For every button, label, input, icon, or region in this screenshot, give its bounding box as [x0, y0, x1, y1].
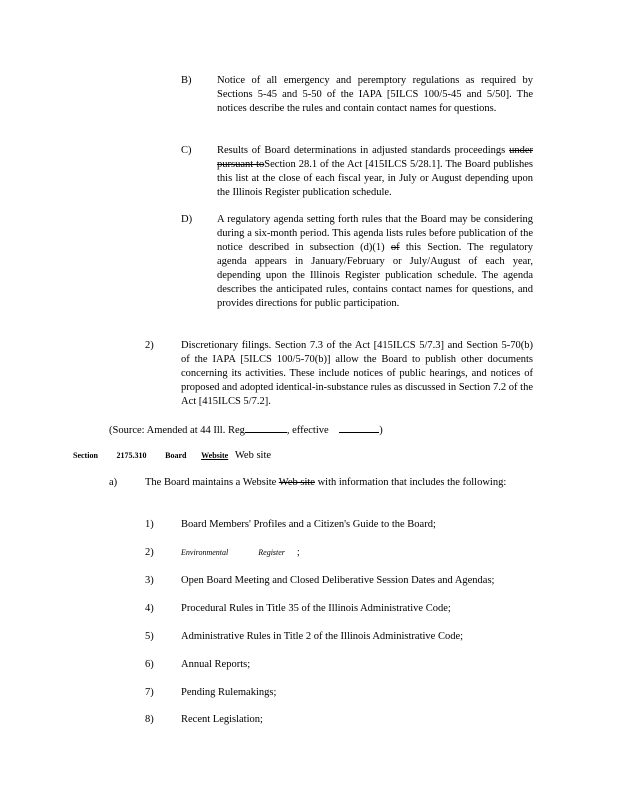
item-a-text-3: with information that includes the following:: [314, 477, 507, 488]
item-2-text: Discretionary filings. Section 7.3 of the Act [415ILCS 5/7.3] and Section 5-70(b) of the IAPA [5ILCS 100/5-70(b)] allow the Board to publish other documents concerning its activities. These include notices of public hearings, and notices of proposed and adopted identical-in-substance rules as discussed in Section 7.2 of the Act [415ILCS 5/7.2].: [181, 340, 533, 407]
list-item-4-number: 4): [145, 603, 154, 614]
item-d-text-3: this Section. The regulatory agenda appears in January/February or July/August of each year, depending upon the Illinois Register publication schedule. The agenda describes the anticipated rules, contains contact names for questions, and provides directions for public participation.: [217, 242, 533, 309]
section-label: Section: [73, 451, 98, 460]
source-mid: , effective: [286, 425, 329, 436]
source-end: ): [379, 425, 383, 436]
list-item-2-tail: ;: [296, 547, 300, 558]
section-board: Board: [165, 451, 187, 460]
list-item-2-number: 2): [145, 547, 154, 558]
list-item-2-ital-2: Register: [258, 548, 285, 557]
item-c-text-3: Section 28.1 of the Act [415ILCS 5/28.1]. The Board publishes this list at the close of each fiscal year, in July or August depending upon the Illinois Register publication schedule.: [217, 159, 533, 198]
list-item-4-text: Procedural Rules in Title 35 of the Illinois Administrative Code;: [181, 603, 451, 614]
list-item-3-number: 3): [145, 575, 154, 586]
source-note: [109, 421, 383, 438]
item-a-label: a): [109, 477, 118, 488]
list-item-8-number: 8): [145, 714, 154, 725]
list-item-6-text: Annual Reports;: [181, 659, 251, 670]
list-item-3-text: Open Board Meeting and Closed Deliberative Session Dates and Agendas;: [181, 575, 495, 586]
list-item-2-ital-1: Environmental: [181, 548, 229, 557]
item-c-struck: under pursuant to: [217, 145, 533, 170]
item-a-struck: Web site: [278, 477, 315, 488]
list-item-7-text: Pending Rulemakings;: [181, 687, 277, 698]
list-item-7-number: 7): [145, 687, 154, 698]
list-item-5-text: Administrative Rules in Title 2 of the Illinois Administrative Code;: [181, 631, 464, 642]
section-website-new: Website: [201, 451, 229, 460]
item-a-text-1: The Board maintains a Website: [145, 477, 279, 488]
date-blank: [339, 421, 379, 433]
item-b-text: Notice of all emergency and peremptory regulations as required by Sections 5-45 and 5-50 of the IAPA [5ILCS 100/5-45 and 5/50]. The notices describe the rules and contain contact names for questions.: [217, 75, 533, 114]
item-c-text-1: Results of Board determinations in adjusted standards proceedings: [217, 145, 510, 156]
item-a-text: [145, 476, 515, 490]
list-item-6-number: 6): [145, 659, 154, 670]
section-heading: [73, 449, 271, 463]
reg-blank: [245, 421, 287, 433]
item-2-label: 2): [145, 340, 154, 351]
item-d-text: [217, 213, 533, 311]
section-number: 2175.310: [116, 451, 147, 460]
list-item-5-number: 5): [145, 631, 154, 642]
source-prefix: (Source: Amended at 44 Ill. Reg: [109, 425, 245, 436]
item-c-label: C): [181, 145, 192, 156]
list-item-8-text: Recent Legislation;: [181, 714, 263, 725]
item-d-struck: of: [390, 242, 400, 253]
section-website-old: Web site: [234, 450, 272, 461]
item-d-text-1: A regulatory agenda setting forth rules that the Board may be considering during a six-month period. This agenda lists rules before publication of the notice described in subsection (d)(1): [217, 214, 533, 253]
list-item-1-text: Board Members' Profiles and a Citizen's Guide to the Board;: [181, 519, 436, 530]
item-d-label: D): [181, 214, 193, 225]
list-item-2-text: [181, 546, 300, 560]
list-item-1-number: 1): [145, 519, 154, 530]
item-b-label: B): [181, 75, 192, 86]
item-c-text: [217, 144, 533, 200]
